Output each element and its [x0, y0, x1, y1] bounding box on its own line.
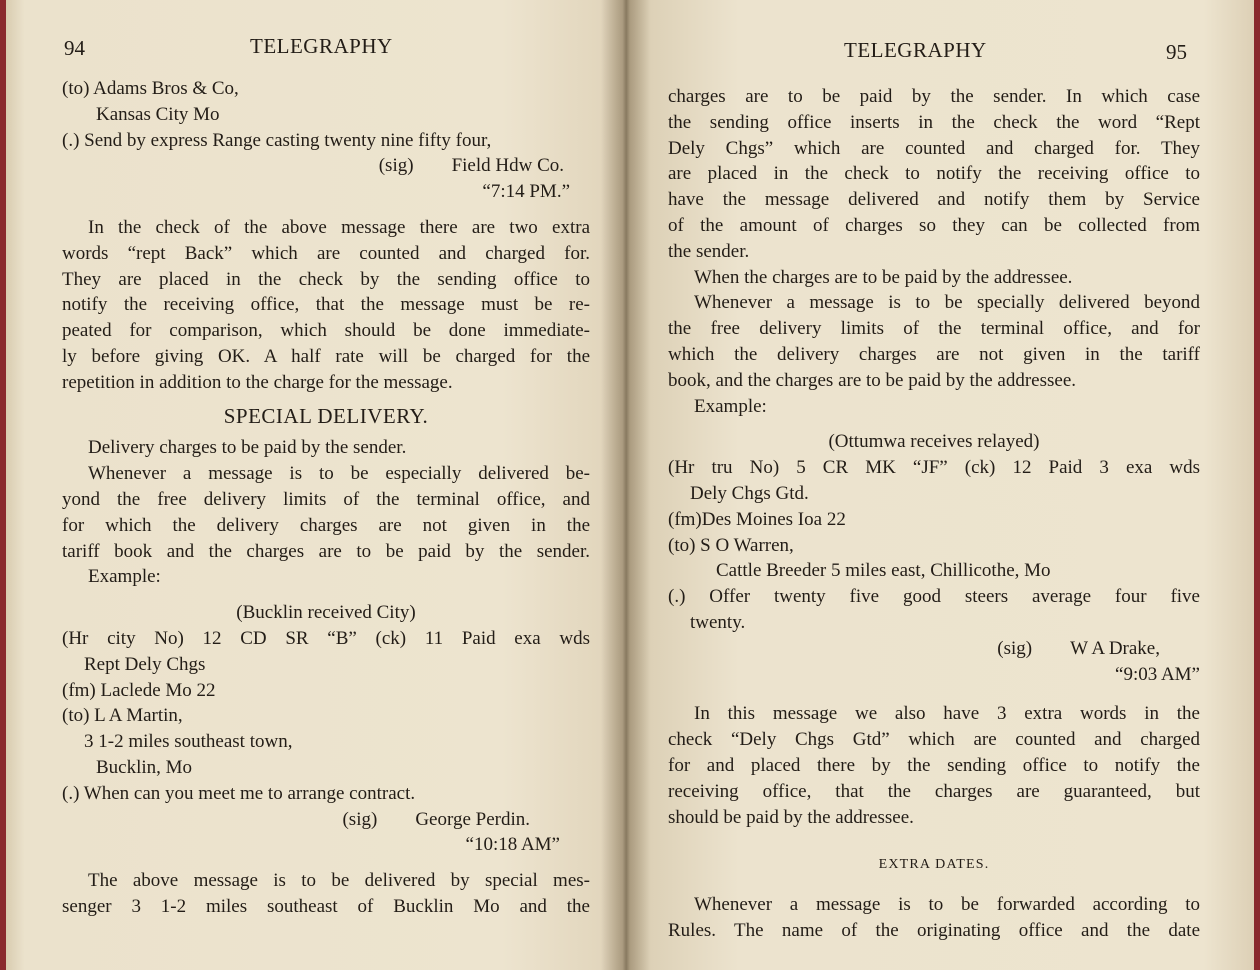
signature-label: (sig) — [342, 808, 378, 830]
paragraph-line: Rules. The name of the originating office and the date — [668, 919, 1200, 941]
signature-name: George Perdin. — [415, 808, 530, 830]
message-text-cont: twenty. — [690, 611, 746, 633]
page-number: 95 — [1166, 40, 1187, 64]
paragraph-line: tariff book and the charges are to be paid by the sender. — [62, 540, 590, 562]
paragraph-line: Whenever a message is to be especially delivered be- — [88, 463, 590, 485]
paragraph-line: Whenever a message is to be forwarded according to — [694, 894, 1200, 916]
paragraph-line: which the delivery charges are not given in the tariff — [668, 343, 1200, 365]
message-to-line: (to) Adams Bros & Co, — [62, 78, 239, 99]
paragraph-line: the free delivery limits of the terminal office, and for — [668, 318, 1200, 340]
paragraph-line: In this message we also have 3 extra words in the — [694, 703, 1200, 725]
subheading-line: When the charges are to be paid by the addressee. — [694, 266, 1073, 288]
left-page-content — [62, 76, 590, 920]
paragraph-line: should be paid by the addressee. — [668, 806, 914, 828]
message-text: (.) Send by express Range casting twenty nine fifty four, — [62, 129, 492, 151]
paragraph-line: are placed in the check to notify the receiving office to — [668, 163, 1200, 185]
example-label: Example: — [88, 566, 161, 588]
paragraph-line: In the check of the above message there are two extra — [88, 216, 590, 238]
message-signature — [62, 807, 590, 833]
paragraph-line: They are placed in the check by the sending office to — [62, 268, 590, 290]
running-header: TELEGRAPHY — [844, 38, 987, 62]
message-address: Kansas City Mo — [96, 103, 220, 125]
paragraph-line: ly before giving OK. A half rate will be charged for the — [62, 345, 590, 367]
page-number: 94 — [64, 36, 85, 60]
paragraph-line: book, and the charges are to be paid by the addressee. — [668, 369, 1076, 391]
paragraph-line: Delivery charges to be paid by the sender. — [88, 437, 407, 459]
message-to-line: (to) L A Martin, — [62, 705, 183, 727]
message-signature — [62, 153, 590, 179]
paragraph-line: The above message is to be delivered by special mes- — [88, 870, 590, 892]
message-to-line: (to) S O Warren, — [668, 534, 794, 556]
message-text: (.) Offer twenty five good steers average four five — [668, 586, 1200, 608]
message-signature — [668, 636, 1200, 662]
message-header-line: (Hr city No) 12 CD SR “B” (ck) 11 Paid exa wds — [62, 627, 590, 649]
paragraph-line: words “rept Back” which are counted and charged for. — [62, 242, 590, 264]
received-note: (Ottumwa receives relayed) — [828, 431, 1040, 453]
left-page — [0, 0, 626, 970]
right-page — [626, 0, 1260, 970]
section-heading: EXTRA DATES. — [878, 857, 990, 873]
paragraph-line: receiving office, that the charges are guaranteed, but — [668, 780, 1200, 802]
message-address: 3 1-2 miles southeast town, — [84, 731, 293, 753]
paragraph-line: Dely Chgs” which are counted and charged for. They — [668, 137, 1200, 159]
message-header-line: (Hr tru No) 5 CR MK “JF” (ck) 12 Paid 3 exa wds — [668, 457, 1200, 479]
paragraph-line: for which the delivery charges are not given in the — [62, 514, 590, 536]
paragraph-line: yond the free delivery limits of the terminal office, and — [62, 488, 590, 510]
example-label: Example: — [694, 395, 767, 417]
signature-name: W A Drake, — [1070, 637, 1160, 659]
running-header: TELEGRAPHY — [250, 34, 393, 58]
paragraph-line: senger 3 1-2 miles southeast of Bucklin Mo and the — [62, 895, 590, 917]
signature-name: Field Hdw Co. — [451, 155, 564, 177]
paragraph-line: have the message delivered and notify them by Service — [668, 189, 1200, 211]
message-time: “10:18 AM” — [465, 834, 560, 856]
paragraph-line: the sending office inserts in the check the word “Rept — [668, 111, 1200, 133]
message-from-line: (fm)Des Moines Ioa 22 — [668, 508, 846, 530]
signature-label: (sig) — [997, 637, 1033, 659]
message-address: Cattle Breeder 5 miles east, Chillicothe, Mo — [716, 560, 1051, 582]
paragraph-line: of the amount of charges so they can be collected from — [668, 214, 1200, 236]
paragraph-line: peated for comparison, which should be done immediate- — [62, 320, 590, 342]
right-page-content — [668, 84, 1200, 944]
paragraph-line: the sender. — [668, 240, 750, 262]
message-time: “7:14 PM.” — [482, 181, 570, 203]
message-address: Bucklin, Mo — [96, 756, 193, 778]
signature-label: (sig) — [378, 155, 414, 177]
message-time: “9:03 AM” — [1115, 663, 1200, 685]
paragraph-line: charges are to be paid by the sender. In which case — [668, 86, 1200, 107]
paragraph-line: notify the receiving office, that the message must be re- — [62, 294, 590, 316]
paragraph-line: for and placed there by the sending office to notify the — [668, 754, 1200, 776]
paragraph-line: repetition in addition to the charge for the message. — [62, 371, 453, 393]
paragraph-line: check “Dely Chgs Gtd” which are counted and charged — [668, 729, 1200, 751]
section-heading: SPECIAL DELIVERY. — [223, 403, 429, 428]
received-note: (Bucklin received City) — [236, 602, 416, 624]
paragraph-line: Whenever a message is to be specially delivered beyond — [694, 292, 1200, 314]
message-header-cont: Rept Dely Chgs — [84, 653, 206, 675]
message-header-cont: Dely Chgs Gtd. — [690, 482, 809, 504]
message-text: (.) When can you meet me to arrange contract. — [62, 782, 416, 804]
message-from-line: (fm) Laclede Mo 22 — [62, 679, 216, 701]
